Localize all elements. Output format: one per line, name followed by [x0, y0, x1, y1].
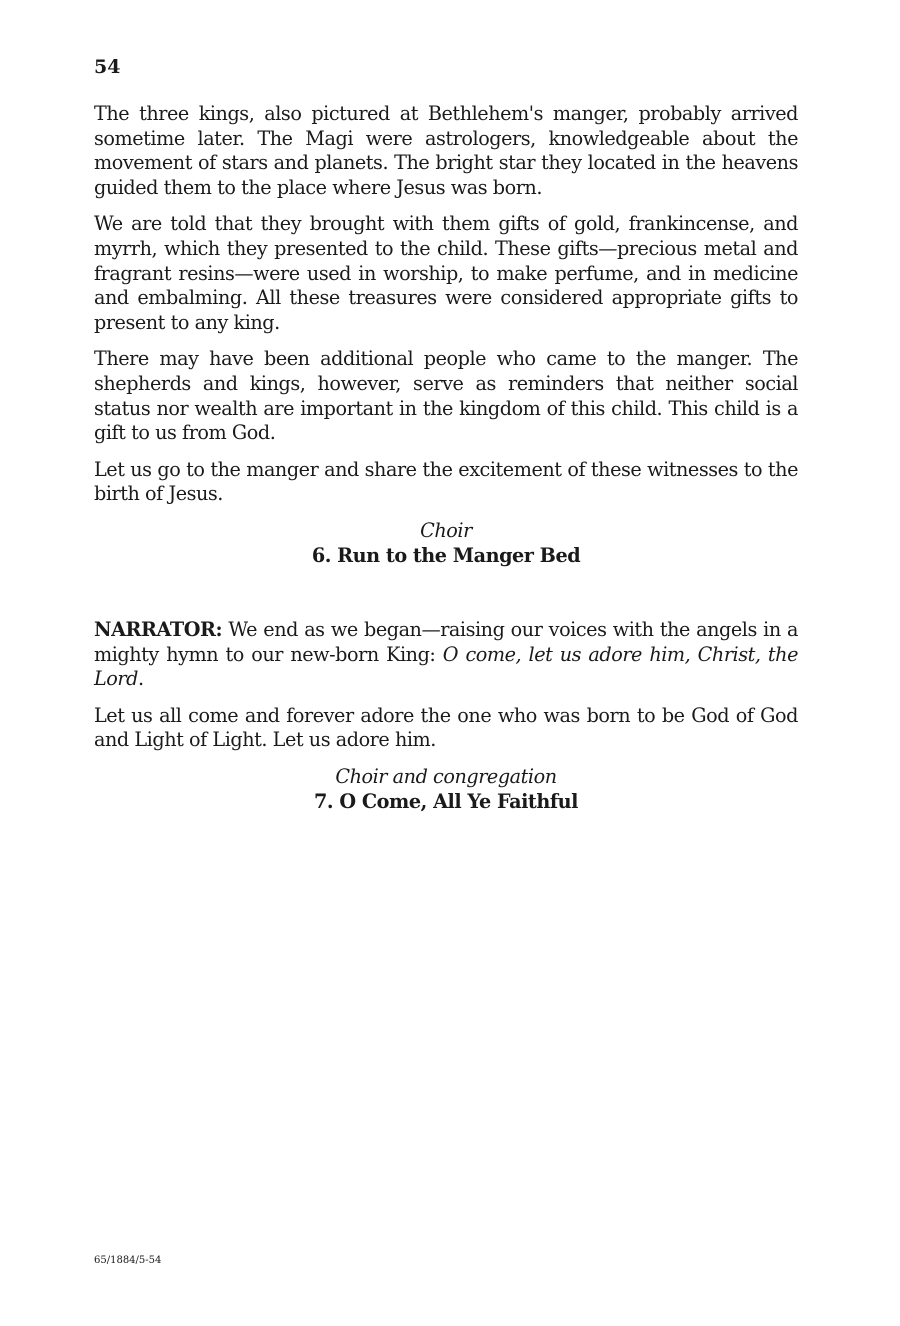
- paragraph-gifts: We are told that they brought with them gifts of gold, frankincense, and myrrh, which they presented to the child. These gifts—precious metal and fragrant resins—were used in worship, to make perfume, and in medicine and embalming. All these treasures were considered appropriate gifts to present to any king.: [94, 212, 798, 334]
- paragraph-closing: Let us all come and forever adore the one who was born to be God of God and Light of Light. Let us adore him.: [94, 703, 798, 752]
- narrator-end: .: [137, 667, 144, 691]
- speaker-label: NARRATOR:: [94, 618, 223, 642]
- hymn-quote: O come, let us adore him, Christ, the Lord: [94, 642, 798, 691]
- cue-performer: Choir: [420, 518, 472, 542]
- paragraph-additional-people: There may have been additional people who came to the manger. The shepherds and kings, however, serve as reminders that neither social status nor wealth are important in the kingdom of this child. This child is a gift to us from God.: [94, 347, 798, 445]
- cue-title: 6. Run to the Manger Bed: [311, 543, 581, 567]
- narrator-text: We end as we began—raising our voices with the angels in a mighty hymn to our new-born King:: [94, 618, 798, 666]
- music-cue-6: [94, 519, 798, 568]
- section-spacer: [94, 568, 798, 618]
- narrator-paragraph: [94, 618, 798, 692]
- paragraph-go-to-manger: Let us go to the manger and share the excitement of these witnesses to the birth of Jesus.: [94, 457, 798, 506]
- page-number: 54: [94, 56, 121, 78]
- cue-title: 7. O Come, All Ye Faithful: [313, 789, 578, 813]
- cue-performer: Choir and congregation: [335, 765, 557, 789]
- footer-code: 65/1884/5-54: [94, 1255, 162, 1266]
- body-text: [94, 102, 798, 814]
- music-cue-7: [94, 765, 798, 814]
- paragraph-magi: The three kings, also pictured at Bethlehem's manger, probably arrived sometime later. The Magi were astrologers, knowledgeable about the movement of stars and planets. The bright star they located in the heavens guided them to the place where Jesus was born.: [94, 102, 798, 199]
